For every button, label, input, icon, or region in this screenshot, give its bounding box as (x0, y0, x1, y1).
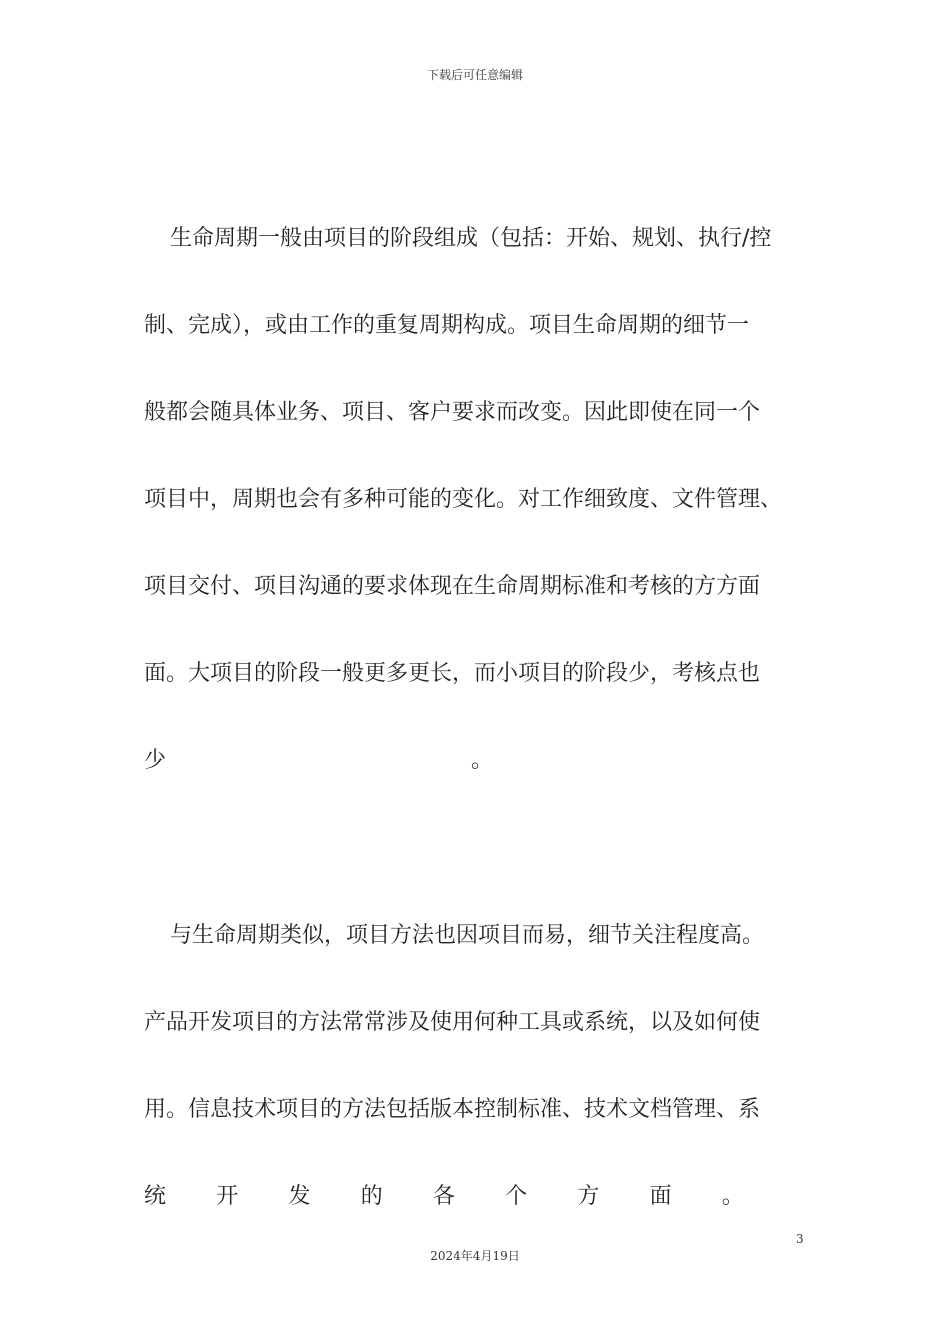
paragraph-2-line-1: 与生命周期类似，项目方法也因项目而易，细节关注程度高。 (170, 923, 765, 948)
spread-char: 各 (432, 1184, 455, 1209)
paragraph-1-line-4: 项目中，周期也会有多种可能的变化。对工作细致度、文件管理、 (144, 487, 783, 512)
paragraph-1-line-5: 项目交付、项目沟通的要求体现在生命周期标准和考核的方方面 (144, 574, 761, 599)
spread-char: 开 (216, 1184, 239, 1209)
paragraph-2-line-2: 产品开发项目的方法常常涉及使用何种工具或系统，以及如何使 (144, 1010, 761, 1035)
paragraph-1-line-1: 生命周期一般由项目的阶段组成（包括：开始、规划、执行/控 (170, 226, 772, 251)
paragraph-1-line-3: 般都会随具体业务、项目、客户要求而改变。因此即使在同一个 (144, 400, 761, 425)
spread-char: 的 (360, 1184, 383, 1209)
paragraph-1-line-2: 制、完成），或由工作的重复周期构成。项目生命周期的细节一 (144, 313, 750, 338)
page-number: 3 (796, 1232, 804, 1246)
footer-date: 2024年4月19日 (430, 1249, 520, 1263)
spread-char: 统 (144, 1184, 167, 1209)
spread-char: 。 (721, 1184, 744, 1209)
paragraph-1-last-word: 少 (144, 748, 167, 773)
paragraph-2-line-3: 用。信息技术项目的方法包括版本控制标准、技术文档管理、系 (144, 1097, 761, 1122)
spread-char: 个 (505, 1184, 528, 1209)
spread-char: 发 (288, 1184, 311, 1209)
paragraph-1-line-6: 面。大项目的阶段一般更多更长，而小项目的阶段少，考核点也 (144, 661, 761, 686)
spread-char: 方 (577, 1184, 600, 1209)
paragraph-1-line-7 (144, 746, 824, 776)
page-header: 下载后可任意编辑 (426, 68, 523, 82)
paragraph-2-line-4 (144, 1182, 744, 1212)
paragraph-1-end-mark: 。 (471, 748, 494, 773)
spread-char: 面 (649, 1184, 672, 1209)
